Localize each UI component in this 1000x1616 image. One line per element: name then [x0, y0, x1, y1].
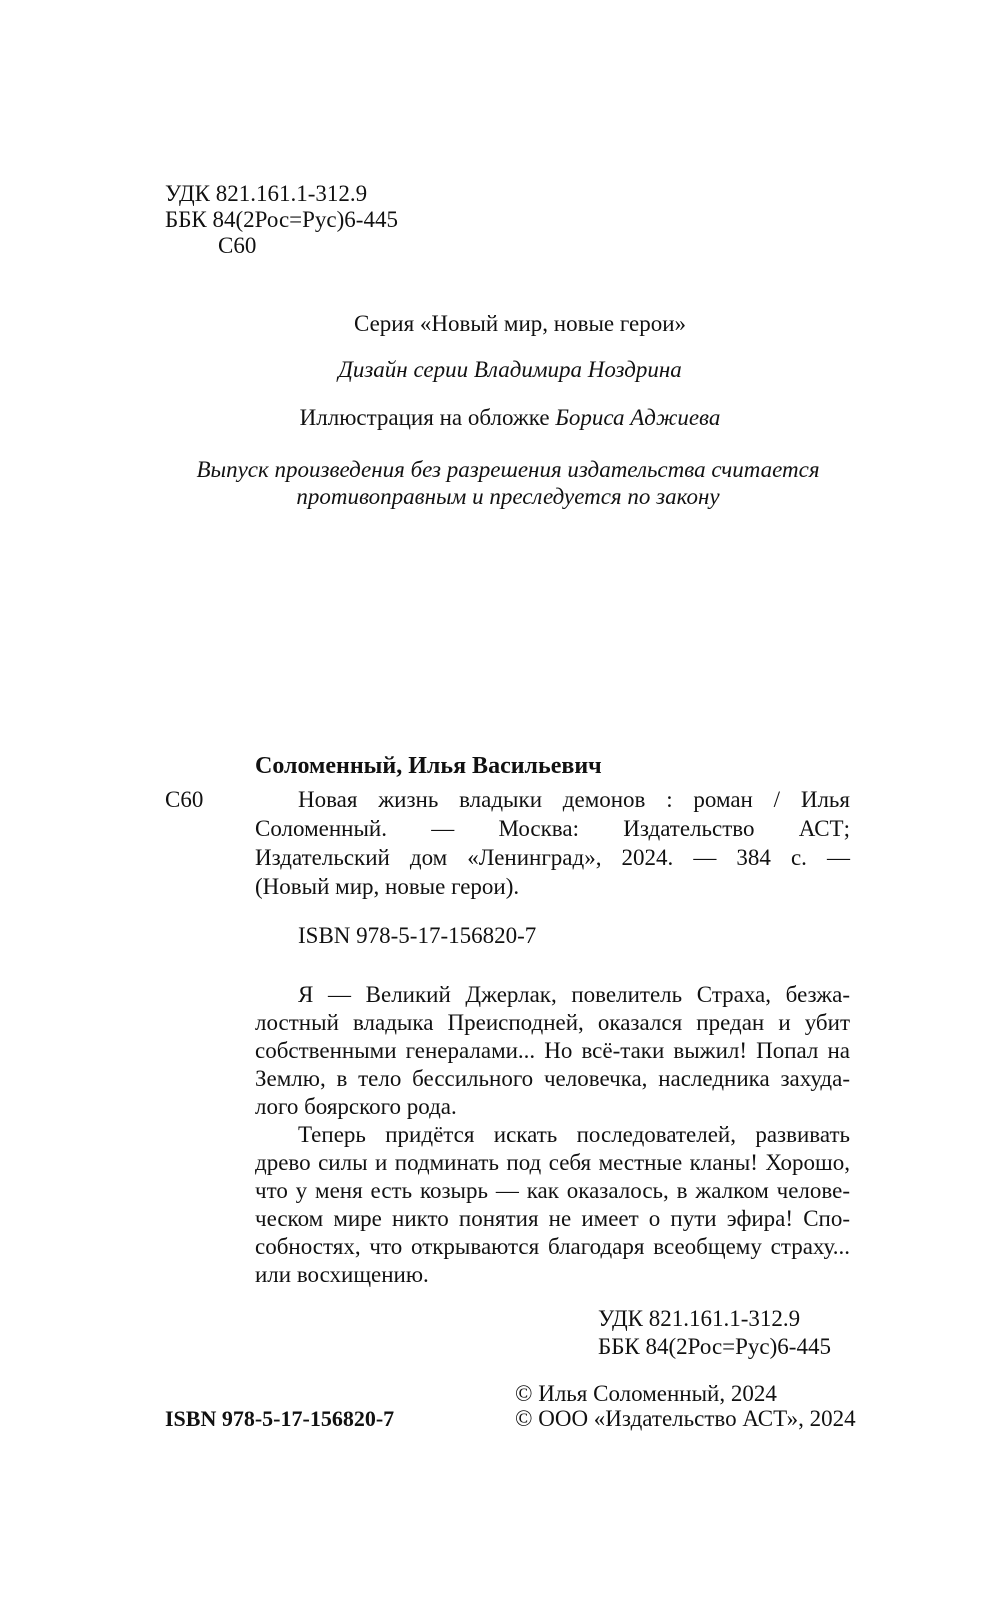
catalog-description-line: Новая жизнь владыки демонов : роман / Илья [298, 787, 850, 812]
bbk-code: ББК 84(2Рос=Рус)6-445 [165, 207, 398, 232]
annotation-line: ческом мире никто понятия не имеет о пути эфира! Спо- [255, 1206, 850, 1231]
series-design: Дизайн серии Владимира Ноздрина [338, 357, 682, 382]
illustration-credit [10, 404, 1000, 432]
legal-notice-line: Выпуск произведения без разрешения издательства считается [196, 457, 820, 482]
annotation-line: Теперь придётся искать последователей, развивать [298, 1122, 850, 1147]
illustration-label: Иллюстрация на обложке [299, 405, 550, 430]
copyright-publisher: © ООО «Издательство АСТ», 2024 [515, 1406, 856, 1431]
catalog-description-line: Соломенный. — Москва: Издательство АСТ; [255, 816, 850, 841]
annotation-line: древо силы и подминать под себя местные кланы! Хорошо, [255, 1150, 850, 1175]
catalog-description-line: Издательский дом «Ленинград», 2024. — 384 с. — [255, 845, 850, 870]
annotation-line: что у меня есть козырь — как оказалось, в жалком челове- [255, 1178, 850, 1203]
illustration-author: Бориса Аджиева [555, 405, 721, 430]
annotation-line: собностях, что открываются благодаря всеобщему страху... [255, 1234, 850, 1259]
legal-notice-line: противоправным и преследуется по закону [296, 484, 720, 509]
copyright-author: © Илья Соломенный, 2024 [515, 1381, 777, 1406]
catalog-author-mark: С60 [165, 787, 204, 812]
annotation-line: лого боярского рода. [255, 1094, 457, 1119]
annotation-line: или восхищению. [255, 1262, 429, 1287]
catalog-isbn: ISBN 978-5-17-156820-7 [298, 923, 537, 948]
series-title: Серия «Новый мир, новые герои» [353, 311, 687, 336]
annotation-line: Землю, в тело бессильного человечка, наследника захуда- [255, 1066, 850, 1091]
annotation-line: собственными генералами... Но всё-таки выжил! Попал на [255, 1038, 850, 1063]
annotation-line: Я — Великий Джерлак, повелитель Страха, безжа- [298, 982, 850, 1007]
udk-code: УДК 821.161.1-312.9 [165, 181, 368, 206]
annotation-line: лостный владыка Преисподней, оказался предан и убит [255, 1010, 850, 1035]
footer-udk: УДК 821.161.1-312.9 [598, 1306, 801, 1331]
footer-isbn: ISBN 978-5-17-156820-7 [165, 1406, 395, 1431]
catalog-description-line: (Новый мир, новые герои). [255, 874, 520, 899]
author-mark: С60 [218, 233, 257, 258]
footer-bbk: ББК 84(2Рос=Рус)6-445 [598, 1334, 831, 1359]
catalog-author-heading: Соломенный, Илья Васильевич [255, 753, 602, 779]
